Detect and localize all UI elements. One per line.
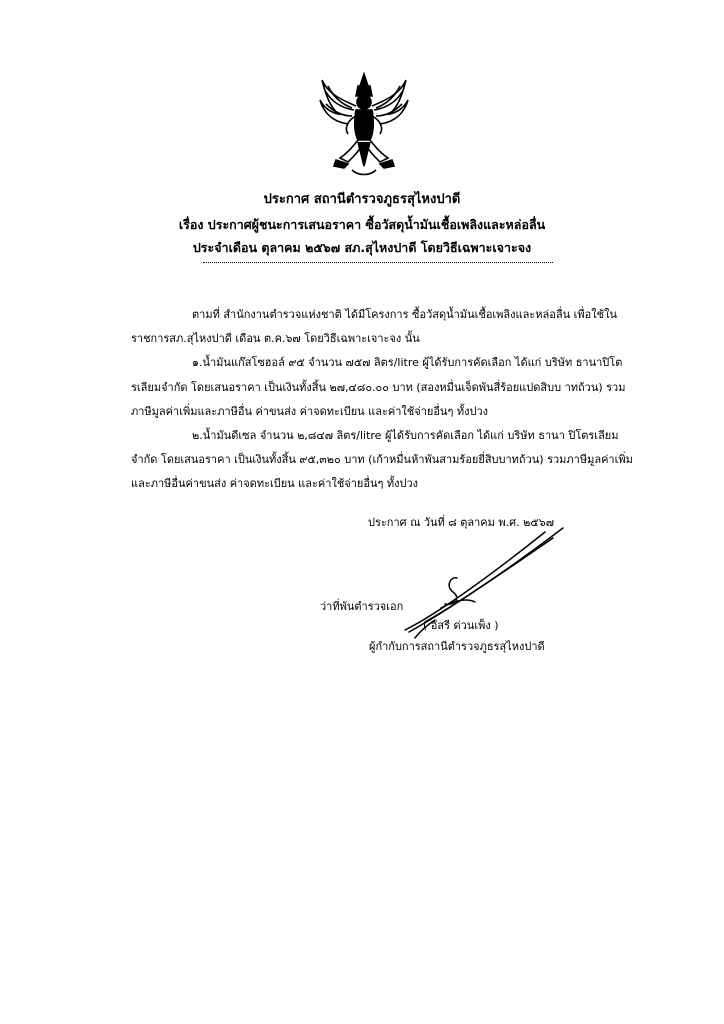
item2-line-1: ๒.น้ำมันดีเซล จำนวน ๒,๘๔๗ ลิตร/litre ผู้ได้รับการคัดเลือก ได้แก่ บริษัท ธานา ปิโตรเลียม bbox=[192, 429, 619, 442]
dotted-divider bbox=[203, 262, 553, 263]
announcement-title: ประกาศ สถานีตำรวจภูธรสุไหงปาดี bbox=[263, 192, 461, 207]
announcement-subject: เรื่อง ประกาศผู้ชนะการเสนอราคา ซื้อวัสดุน้ำมันเชื้อเพลิงและหล่อลื่น bbox=[178, 217, 546, 232]
item1-line-3: ภาษีมูลค่าเพิ่มและภาษีอื่น ค่าขนส่ง ค่าจดทะเบียน และค่าใช้จ่ายอื่นๆ ทั้งปวง bbox=[131, 405, 489, 418]
announcement-period: ประจำเดือน ตุลาคม ๒๕๖๗ สภ.สุไหงปาดี โดยวิธีเฉพาะเจาะจง bbox=[192, 240, 532, 255]
signer-rank: ว่าที่พันตำรวจเอก bbox=[320, 600, 404, 613]
item2-line-2: จำกัด โดยเสนอราคา เป็นเงินทั้งสิ้น ๙๕,๓๒๐ บาท (เก้าหมื่นห้าพันสามร้อยยี่สิบบาทถ้วน) รวมภาษีมูลค่าเพิ่ม bbox=[131, 453, 633, 466]
announcement-date: ประกาศ ณ วันที่ ๘ ตุลาคม พ.ศ. ๒๕๖๗ bbox=[368, 516, 554, 529]
item1-line-2: รเลียมจำกัด โดยเสนอราคา เป็นเงินทั้งสิ้น ๒๗,๔๘๐.๐๐ บาท (สองหมื่นเจ็ดพันสี่ร้อยแปดสิบบ าทถ้วน) รวม bbox=[131, 381, 626, 394]
intro-line-2: ราชการสภ.สุไหงปาดี เดือน ต.ค.๖๗ โดยวิธีเฉพาะเจาะจง นั้น bbox=[131, 332, 420, 345]
signer-name: ( อัสรี ด่วนเพ็ง ) bbox=[423, 619, 499, 632]
signer-position: ผู้กำกับการสถานีตำรวจภูธรสุไหงปาดี bbox=[369, 640, 545, 653]
intro-line-1: ตามที่ สำนักงานตำรวจแห่งชาติ ได้มีโครงการ ซื้อวัสดุน้ำมันเชื้อเพลิงและหล่อลื่น เพื่อใช้ใน bbox=[192, 308, 617, 321]
item2-line-3: และภาษีอื่นค่าขนส่ง ค่าจดทะเบียน และค่าใช้จ่ายอื่นๆ ทั้งปวง bbox=[131, 477, 419, 490]
item1-line-1: ๑.น้ำมันแก๊สโซฮอล์ ๙๕ จำนวน ๗๕๗ ลิตร/litre ผู้ได้รับการคัดเลือก ได้แก่ บริษัท ธานาปิโต bbox=[192, 356, 623, 369]
garuda-emblem-icon bbox=[318, 70, 410, 180]
